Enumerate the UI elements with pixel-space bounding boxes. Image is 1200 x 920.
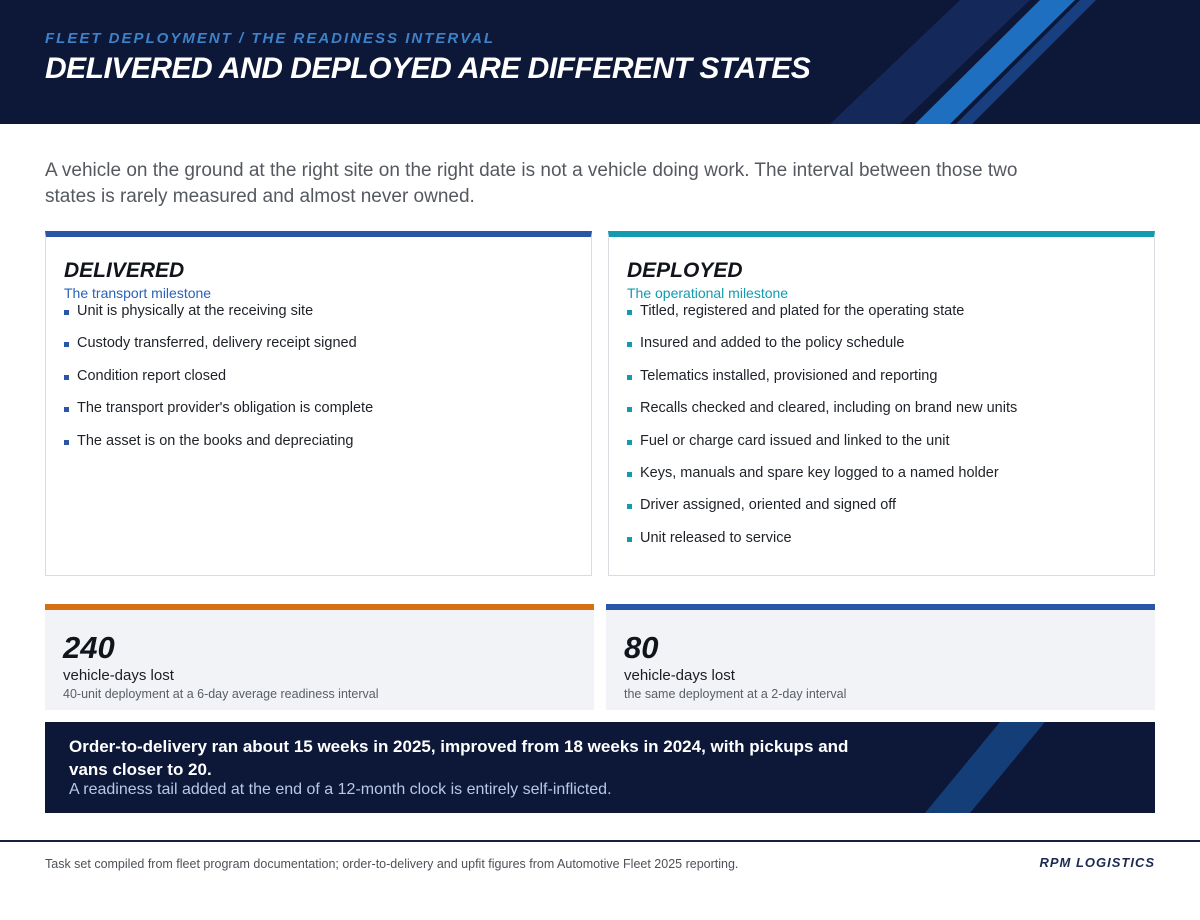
- list-item-text: The transport provider's obligation is complete: [77, 400, 374, 417]
- deployed-title: DEPLOYED: [627, 259, 743, 282]
- deployed-subtitle: The operational milestone: [627, 285, 789, 301]
- bullet-icon: [64, 310, 69, 315]
- bullet-icon: [627, 472, 632, 477]
- callout-subline: A readiness tail added at the end of a 12-month clock is entirely self-inflicted.: [69, 781, 612, 798]
- bullet-icon: [627, 375, 632, 380]
- stat-note: the same deployment at a 2-day interval: [624, 687, 847, 701]
- list-item: [627, 530, 1017, 562]
- list-item-text: Unit released to service: [640, 529, 792, 546]
- deployed-list: [627, 303, 1017, 562]
- list-item: [64, 368, 373, 400]
- stat-value: 80: [624, 630, 659, 665]
- summary-callout: [45, 722, 1155, 813]
- deployed-card: [608, 231, 1155, 576]
- delivered-title: DELIVERED: [64, 259, 185, 282]
- header-banner: [0, 0, 1200, 124]
- bullet-icon: [627, 310, 632, 315]
- list-item-text: Keys, manuals and spare key logged to a named holder: [640, 464, 999, 481]
- delivered-list: [64, 303, 373, 465]
- list-item: [64, 335, 373, 367]
- list-item-text: Fuel or charge card issued and linked to the unit: [640, 432, 950, 449]
- list-item-text: The asset is on the books and depreciating: [77, 432, 354, 449]
- source-note: Task set compiled from fleet program documentation; order-to-delivery and upfit figures from Automotive Fleet 2025 reporting.: [45, 857, 739, 871]
- list-item-text: Custody transferred, delivery receipt signed: [77, 335, 357, 352]
- list-item: [627, 465, 1017, 497]
- list-item: [64, 400, 373, 432]
- bullet-icon: [64, 375, 69, 380]
- stat-unit: vehicle-days lost: [624, 667, 735, 684]
- bullet-icon: [627, 407, 632, 412]
- list-item: [64, 433, 373, 465]
- delivered-subtitle: The transport milestone: [64, 285, 212, 301]
- list-item-text: Titled, registered and plated for the operating state: [640, 303, 965, 319]
- list-item: [627, 433, 1017, 465]
- list-item: [627, 400, 1017, 432]
- header-kicker: FLEET DEPLOYMENT / THE READINESS INTERVAL: [45, 30, 496, 47]
- bullet-icon: [64, 342, 69, 347]
- bullet-icon: [627, 440, 632, 445]
- stat-card-two-day: [606, 604, 1155, 710]
- list-item-text: Telematics installed, provisioned and reporting: [640, 367, 938, 384]
- stat-unit: vehicle-days lost: [63, 667, 174, 684]
- bullet-icon: [627, 537, 632, 542]
- list-item: [627, 335, 1017, 367]
- callout-headline: Order-to-delivery ran about 15 weeks in 2025, improved from 18 weeks in 2024, with pickups and vans closer to 20.: [69, 737, 849, 779]
- footer-divider: [0, 840, 1200, 842]
- list-item-text: Condition report closed: [77, 367, 227, 384]
- stat-note: 40-unit deployment at a 6-day average readiness interval: [63, 687, 379, 701]
- intro-paragraph: A vehicle on the ground at the right site on the right date is not a vehicle doing work. The interval between those two states is rarely measured and almost never owned.: [45, 160, 1018, 207]
- bullet-icon: [627, 342, 632, 347]
- list-item-text: Recalls checked and cleared, including on brand new units: [640, 400, 1018, 417]
- stat-value: 240: [63, 630, 115, 665]
- bullet-icon: [64, 440, 69, 445]
- list-item: [64, 303, 373, 335]
- stat-card-six-day: [45, 604, 594, 710]
- list-item-text: Driver assigned, oriented and signed off: [640, 497, 897, 514]
- list-item: [627, 497, 1017, 529]
- brand-logo-text: RPM LOGISTICS: [1039, 855, 1155, 870]
- list-item-text: Unit is physically at the receiving site: [77, 303, 314, 319]
- list-item: [627, 368, 1017, 400]
- list-item-text: Insured and added to the policy schedule: [640, 335, 905, 352]
- list-item: [627, 303, 1017, 335]
- bullet-icon: [627, 504, 632, 509]
- bullet-icon: [64, 407, 69, 412]
- delivered-card: [45, 231, 592, 576]
- page-title: DELIVERED AND DEPLOYED ARE DIFFERENT STATES: [45, 52, 811, 85]
